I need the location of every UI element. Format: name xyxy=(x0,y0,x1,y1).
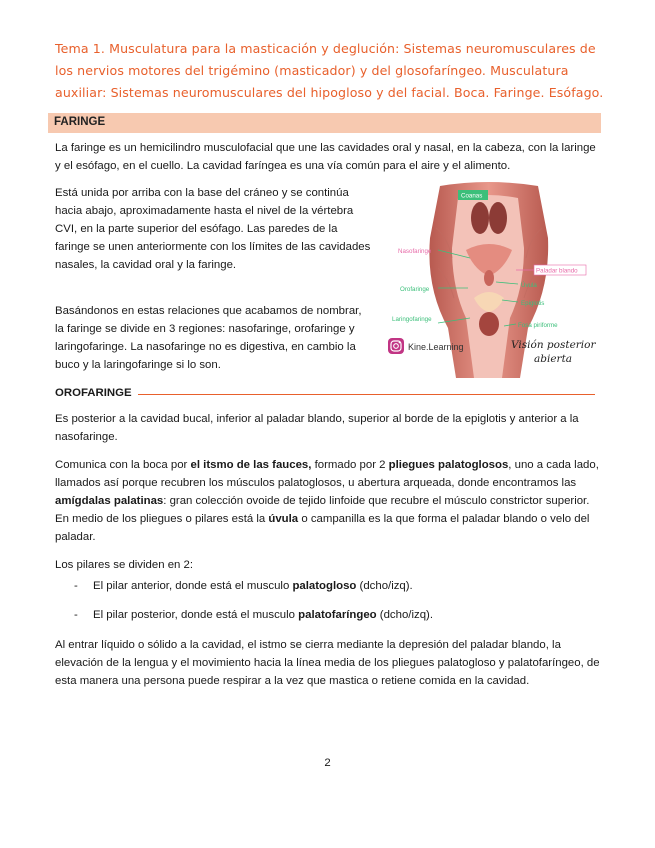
figure-caption-line2: abierta xyxy=(534,353,573,365)
coana-left-shape xyxy=(471,202,489,234)
larynx-opening-shape xyxy=(479,312,499,336)
bold-term-amigdalas: amígdalas palatinas xyxy=(55,495,164,507)
label-coanas: Coanas xyxy=(461,192,483,200)
uvula-shape xyxy=(484,270,494,286)
list-dash: - xyxy=(74,580,78,592)
coana-right-shape xyxy=(489,202,507,234)
text-run: o campanilla es la que forma el paladar blando o velo del paladar. xyxy=(55,513,590,543)
text-run: : gran colección ovoide de tejido linfoide que recubre el músculo constrictor superior. En medio de los pliegues o pilares está la xyxy=(55,495,590,525)
bold-term-pliegues: pliegues palatoglosos xyxy=(388,459,509,471)
text-run: (dcho/izq). xyxy=(356,580,413,592)
text-run: El pilar anterior, donde está el musculo xyxy=(93,580,293,592)
text-run: (dcho/izq). xyxy=(376,609,433,621)
paragraph-orofaringe-istmo xyxy=(55,456,600,546)
bold-term-uvula: úvula xyxy=(268,513,299,525)
section-heading-faringe: FARINGE xyxy=(54,116,106,128)
label-uvula: Úvula xyxy=(521,282,537,289)
bold-term-palatogloso: palatogloso xyxy=(292,580,357,592)
text-run: formado por 2 xyxy=(311,459,389,471)
text-run: , uno a cada lado, llamados así porque recubren los músculos palatoglosos, u abertura arqueada, donde encontramos las xyxy=(55,459,599,489)
paragraph-faringe-intro: La faringe es un hemicilindro musculofacial que une las cavidades oral y nasal, en la cabeza, con la laringe y el esófago, en el cuello. La cavidad faríngea es una vía común para el aire y el alimento. xyxy=(55,142,596,172)
label-paladar-blando: Paladar blando xyxy=(536,267,578,275)
pharynx-illustration xyxy=(378,178,600,378)
label-nasofaringe: Nasofaringe xyxy=(398,248,432,255)
text-run: El pilar posterior, donde está el musculo xyxy=(93,609,299,621)
bold-term-itsmo: el itsmo de las fauces, xyxy=(190,459,312,471)
subsection-heading-orofaringe: OROFARINGE xyxy=(55,387,138,399)
list-item xyxy=(55,577,600,595)
list-dash: - xyxy=(74,609,78,621)
list-item xyxy=(55,606,600,624)
label-laringofaringe: Laringofaringe xyxy=(392,316,432,323)
paragraph-faringe-limits: Está unida por arriba con la base del cráneo y se continúa hacia abajo, aproximadamente hasta el nivel de la vértebra CVI, en la parte superior del esófago. Las paredes de la faringe se unen anteriormente con los límites de las cavidades nasales, la cavidad oral y la faringe. xyxy=(55,187,371,271)
section-heading-band xyxy=(48,113,601,133)
pharynx-figure xyxy=(378,178,600,378)
paragraph-orofaringe-position: Es posterior a la cavidad bucal, inferior al paladar blando, superior al borde de la epiglotis y anterior a la nasofaringe. xyxy=(55,413,579,443)
watermark-handle: Kine.Learning xyxy=(408,342,464,352)
paragraph-pilares-intro: Los pilares se dividen en 2: xyxy=(55,559,194,571)
label-orofaringe: Orofaringe xyxy=(400,286,430,293)
page-number: 2 xyxy=(324,757,331,769)
paragraph-istmo-closure: Al entrar líquido o sólido a la cavidad, el istmo se cierra mediante la depresión del paladar blando, la elevación de la lengua y el movimiento hacia la línea media de los pliegues palatogloso y palatofaríngeo, de esta manera una persona puede respirar a la vez que mastica o retiene comida en la cavidad. xyxy=(55,639,600,687)
figure-caption-line1: Visión posterior xyxy=(511,339,596,351)
paragraph-faringe-regions: Basándonos en estas relaciones que acabamos de nombrar, la faringe se divide en 3 regiones: nasofaringe, orofaringe y laringofaringe. La nasofaringe no es digestiva, en cambio la buco y la laringofaringe si lo son. xyxy=(55,305,362,371)
page-title: Tema 1. Musculatura para la masticación y deglución: Sistemas neuromusculares de los nervios motores del trigémino (masticador) y del glosofaríngeo. Musculatura auxiliar: Sistemas neuromusculares del hipogloso y del facial. Boca. Faringe. Esófago. xyxy=(55,41,604,100)
bold-term-palatofaringeo: palatofaríngeo xyxy=(298,609,377,621)
text-run: Comunica con la boca por xyxy=(55,459,191,471)
label-epiglotis: Epiglotis xyxy=(521,300,545,307)
label-fosa-piriforme: Fosa piriforme xyxy=(518,322,558,329)
subsection-heading-row xyxy=(55,385,600,403)
pillars-list xyxy=(55,577,600,635)
